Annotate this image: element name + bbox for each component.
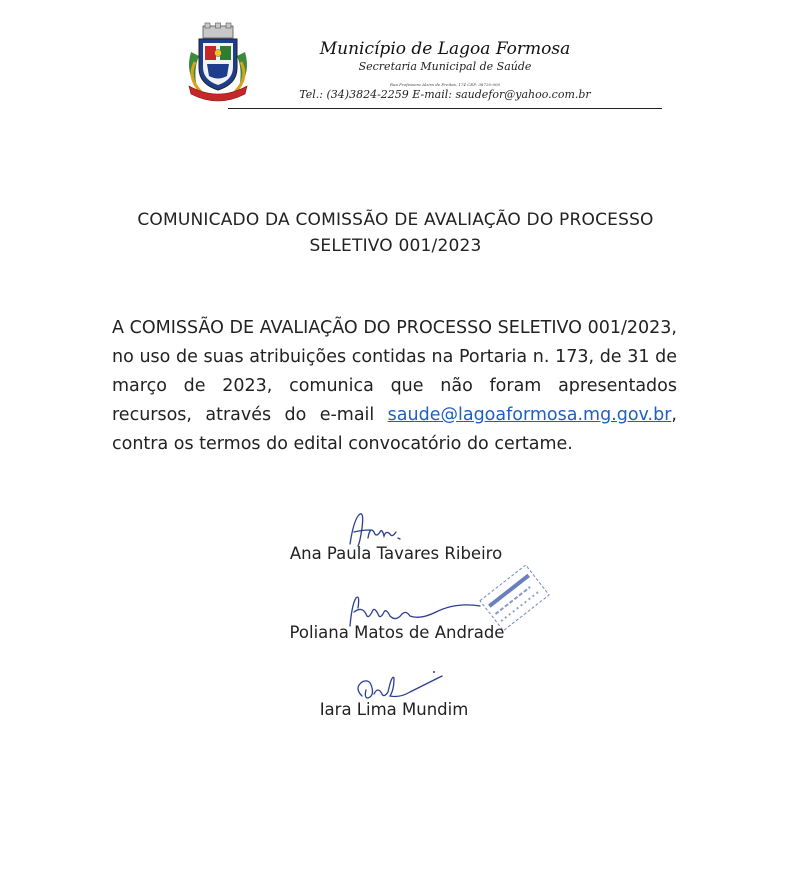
letterhead-divider (228, 108, 662, 109)
department-name: Secretaria Municipal de Saúde (358, 60, 532, 73)
body-text-after-link: , contra os termos do edital convocatório do certame. (112, 405, 677, 454)
title-line-1: COMUNICADO DA COMISSÃO DE AVALIAÇÃO DO PROCESSO (137, 210, 654, 230)
letterhead (0, 0, 791, 115)
address-line: Rua Professora Alzira de Freitas, 174 CEP: 38720-000 (389, 82, 501, 87)
email-link[interactable]: saude@lagoaformosa.mg.gov.br (387, 405, 672, 425)
signatory-1-name: Ana Paula Tavares Ribeiro (289, 544, 503, 563)
document-title (120, 207, 671, 259)
signatory-3 (204, 700, 584, 719)
title-line-2: SELETIVO 001/2023 (309, 236, 482, 256)
body-text-before-link: A COMISSÃO DE AVALIAÇÃO DO PROCESSO SELETIVO 001/2023, no uso de suas atribuições contidas na Portaria n. 173, de 31 de março de 2023, comunica que não foram apresentados recursos, através do e-mail (112, 318, 677, 425)
contact-line: Tel.: (34)3824-2259 E-mail: saudefor@yahoo.com.br (299, 88, 591, 101)
municipality-name: Município de Lagoa Formosa (319, 39, 571, 59)
signatory-3-name: Iara Lima Mundim (319, 700, 469, 719)
letterhead-text (228, 38, 662, 102)
signatory-2-name: Poliana Matos de Andrade (289, 623, 505, 642)
body-paragraph (112, 314, 677, 459)
